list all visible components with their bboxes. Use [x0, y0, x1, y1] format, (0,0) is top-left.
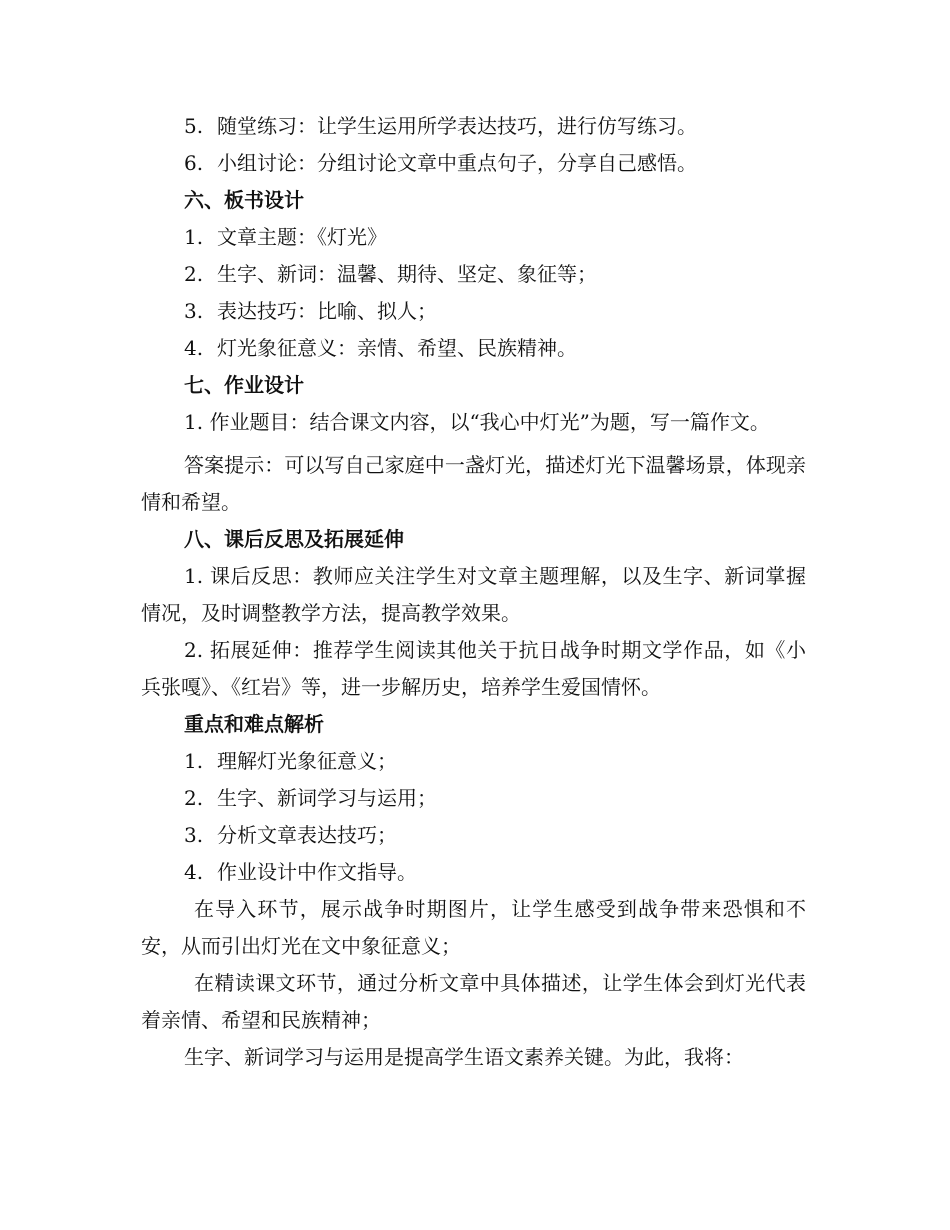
- analysis-paragraph: 在精读课文环节，通过分析文章中具体描述，让学生体会到灯光代表着亲情、希望和民族精神；: [141, 971, 806, 1032]
- homework-item: 1. 作业题目：结合课文内容，以“我心中灯光”为题，写一篇作文。: [184, 410, 770, 434]
- section-heading-blackboard: 六、板书设计: [184, 188, 304, 212]
- section-heading-homework: 七、作业设计: [184, 373, 304, 397]
- list-item: 4. 作业设计中作文指导。: [184, 860, 417, 884]
- document-page: [141, 108, 806, 1076]
- list-item: 3. 表达技巧：比喻、拟人；: [184, 299, 437, 323]
- list-item: 3. 分析文章表达技巧；: [184, 823, 397, 847]
- list-item: 1. 文章主题：《灯光》: [184, 225, 387, 249]
- list-item: 4. 灯光象征意义：亲情、希望、民族精神。: [184, 336, 577, 360]
- analysis-paragraph: 生字、新词学习与运用是提高学生语文素养关键。为此，我将：: [184, 1045, 744, 1069]
- list-item: 2. 生字、新词：温馨、期待、坚定、象征等；: [184, 262, 597, 286]
- list-item: 5. 随堂练习：让学生运用所学表达技巧，进行仿写练习。: [184, 114, 697, 138]
- list-item: 6. 小组讨论：分组讨论文章中重点句子，分享自己感悟。: [184, 151, 697, 175]
- reflection-item: 1. 课后反思：教师应关注学生对文章主题理解，以及生字、新词掌握情况，及时调整教学方法，提高教学效果。: [141, 564, 806, 625]
- extension-item: 2. 拓展延伸：推荐学生阅读其他关于抗日战争时期文学作品，如《小兵张嘎》、《红岩》等，进一步解历史，培养学生爱国情怀。: [141, 638, 806, 699]
- list-item: 1. 理解灯光象征意义；: [184, 749, 397, 773]
- section-heading-reflection: 八、课后反思及拓展延伸: [184, 527, 404, 551]
- list-item: 2. 生字、新词学习与运用；: [184, 786, 437, 810]
- section-heading-key-points: 重点和难点解析: [184, 712, 324, 736]
- homework-hint: 答案提示：可以写自己家庭中一盏灯光，描述灯光下温馨场景，体现亲情和希望。: [141, 453, 806, 514]
- analysis-paragraph: 在导入环节，展示战争时期图片，让学生感受到战争带来恐惧和不安，从而引出灯光在文中象征意义；: [141, 897, 806, 958]
